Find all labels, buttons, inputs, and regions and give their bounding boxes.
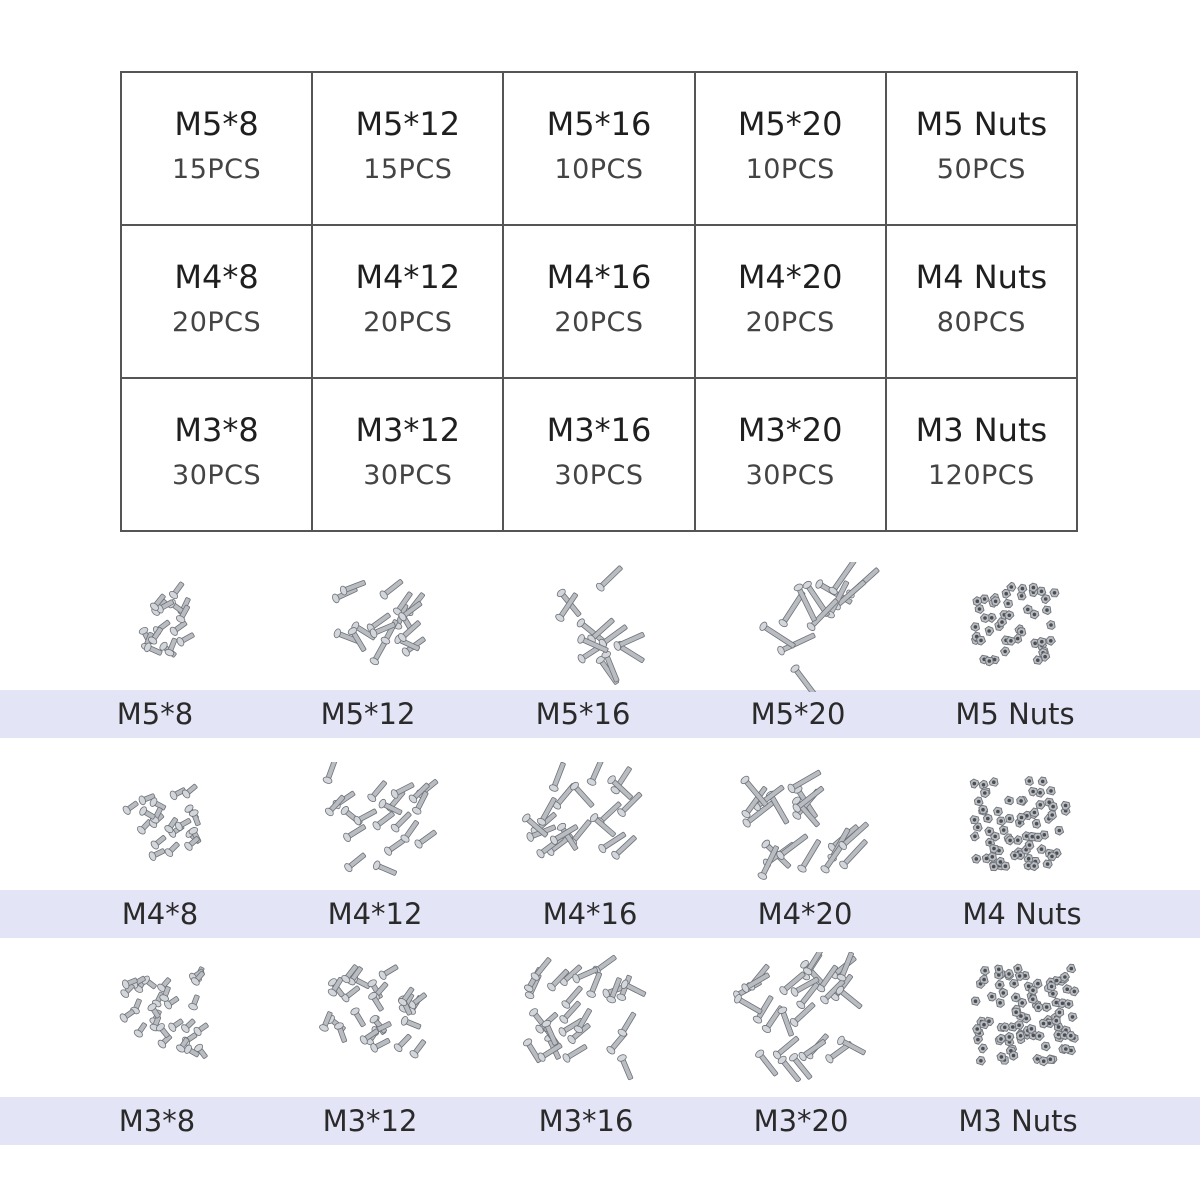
hex-nut-icon <box>987 992 996 1001</box>
hex-nut-icon <box>1037 845 1046 854</box>
hex-nut-icon <box>994 807 1003 816</box>
hex-nut-icon <box>979 805 988 814</box>
spec-size: M5*16 <box>546 104 652 143</box>
screw-icon <box>181 782 199 799</box>
spec-cell-m5x16 <box>503 72 694 225</box>
screw-pile-icon <box>270 952 470 1082</box>
nut-pile-graphic <box>920 762 1120 892</box>
hex-nut-icon <box>1017 813 1026 821</box>
hex-nut-icon <box>1055 827 1064 836</box>
spec-cell-m5x20 <box>695 72 886 225</box>
spec-quantity: 30PCS <box>363 459 453 491</box>
nut-pile-graphic <box>925 952 1125 1082</box>
spec-row-m4 <box>121 225 1077 378</box>
screw-icon <box>372 860 398 878</box>
screw-pile-icon <box>272 762 472 892</box>
caption-m5x8: M5*8 <box>116 697 194 731</box>
spec-quantity: 15PCS <box>172 153 262 185</box>
screw-icon <box>133 1021 149 1039</box>
spec-cell-m3x16 <box>503 378 694 531</box>
spec-size: M4*8 <box>174 257 259 296</box>
spec-quantity: 20PCS <box>554 306 644 338</box>
spec-quantity: 30PCS <box>745 459 835 491</box>
hex-nut-icon <box>985 626 994 635</box>
hex-nut-icon <box>997 1052 1006 1061</box>
hex-nut-icon <box>1033 656 1042 665</box>
hex-nut-icon <box>973 1025 982 1034</box>
spec-quantity: 30PCS <box>554 459 644 491</box>
screw-icon <box>342 822 367 843</box>
spec-cell-m3x20 <box>695 378 886 531</box>
spec-cell-m5x8 <box>121 72 312 225</box>
nut-pile-icon <box>925 952 1125 1082</box>
spec-size: M3 Nuts <box>915 410 1048 449</box>
hex-nut-icon <box>970 816 979 824</box>
spec-size: M4*20 <box>737 257 843 296</box>
spec-cell-m3-nuts <box>886 378 1077 531</box>
hex-nut-icon <box>1040 1057 1049 1066</box>
hex-nut-icon <box>1016 1031 1025 1040</box>
spec-size: M3*16 <box>546 410 652 449</box>
hex-nut-icon <box>1006 814 1015 822</box>
hex-nut-icon <box>1042 1042 1051 1051</box>
hex-nut-icon <box>988 853 997 862</box>
screw-pile-icon <box>55 562 255 692</box>
hex-nut-icon <box>1000 826 1009 835</box>
parts-row-m5 <box>0 562 1200 692</box>
hex-nut-icon <box>997 1034 1006 1043</box>
screw-icon <box>758 621 797 651</box>
screw-icon <box>776 631 816 656</box>
hex-nut-icon <box>972 854 981 863</box>
hex-nut-icon <box>1043 860 1052 868</box>
screw-pile-graphic <box>478 952 678 1082</box>
hex-nut-icon <box>1055 1008 1064 1017</box>
screw-icon <box>334 1022 349 1044</box>
caption-m5x16: M5*16 <box>535 697 631 731</box>
screw-pile-graphic <box>60 762 260 892</box>
screw-icon <box>188 809 202 827</box>
screw-icon <box>409 1038 428 1060</box>
screw-icon <box>366 779 388 803</box>
hex-nut-icon <box>1030 808 1039 817</box>
screw-icon <box>595 564 624 593</box>
hex-nut-icon <box>1025 777 1033 786</box>
screw-icon <box>150 833 168 850</box>
hex-nut-icon <box>1041 652 1050 661</box>
screw-pile-graphic <box>490 562 690 692</box>
screw-pile-graphic <box>272 762 472 892</box>
hex-nut-icon <box>1018 584 1027 593</box>
hex-nut-icon <box>974 797 983 806</box>
spec-row-m5 <box>121 72 1077 225</box>
hex-nut-icon <box>981 614 990 623</box>
hex-nut-icon <box>1062 1045 1070 1054</box>
hex-nut-icon <box>1015 1021 1024 1030</box>
screw-pile-graphic <box>475 762 675 892</box>
screw-icon <box>188 994 202 1011</box>
hex-nut-icon <box>1014 964 1023 973</box>
hex-nut-icon <box>1068 1013 1077 1022</box>
caption-m3x20: M3*20 <box>753 1104 849 1138</box>
spec-quantity: 20PCS <box>745 306 835 338</box>
hex-nut-icon <box>1040 1019 1048 1028</box>
screw-icon <box>617 1053 636 1081</box>
spec-table <box>120 71 1078 532</box>
screw-icon <box>400 1015 422 1031</box>
caption-m5-nuts: M5 Nuts <box>955 697 1075 731</box>
screw-icon <box>548 762 567 792</box>
hex-nut-icon <box>1001 647 1010 656</box>
spec-size: M4*12 <box>355 257 461 296</box>
nut-pile-icon <box>915 562 1115 692</box>
hex-nut-icon <box>980 1021 989 1029</box>
hex-nut-icon <box>1032 819 1040 828</box>
hex-nut-icon <box>997 817 1005 825</box>
spec-size: M3*20 <box>737 410 843 449</box>
hex-nut-icon <box>977 636 986 645</box>
spec-cell-m4x16 <box>503 225 694 378</box>
spec-size: M4 Nuts <box>915 257 1048 296</box>
screw-pile-icon <box>62 952 262 1082</box>
spec-size: M3*8 <box>174 410 259 449</box>
caption-m4x8: M4*8 <box>121 897 199 931</box>
spec-quantity: 20PCS <box>363 306 453 338</box>
hex-nut-icon <box>1048 811 1056 820</box>
screw-pile-icon <box>478 952 678 1082</box>
spec-quantity: 15PCS <box>363 153 453 185</box>
caption-m4x12: M4*12 <box>327 897 423 931</box>
hex-nut-icon <box>1042 606 1051 615</box>
spec-size: M4*16 <box>546 257 652 296</box>
screw-pile-icon <box>475 762 675 892</box>
screw-icon <box>379 577 405 600</box>
screw-pile-icon <box>700 762 900 892</box>
hex-nut-icon <box>978 1044 987 1053</box>
hex-nut-icon <box>1034 833 1043 841</box>
hex-nut-icon <box>1035 1032 1044 1041</box>
screw-icon <box>367 991 385 1013</box>
hex-nut-icon <box>1017 797 1026 806</box>
hex-nut-icon <box>1006 637 1015 646</box>
hex-nut-icon <box>971 623 980 632</box>
hex-nut-icon <box>1043 1003 1052 1012</box>
spec-quantity: 10PCS <box>745 153 835 185</box>
hex-nut-icon <box>1001 862 1010 871</box>
hex-nut-icon <box>1047 787 1056 795</box>
hex-nut-icon <box>1010 979 1019 988</box>
screw-icon <box>393 1032 414 1053</box>
hex-nut-icon <box>1067 964 1076 973</box>
screw-icon <box>164 840 182 858</box>
hex-nut-icon <box>1036 801 1045 810</box>
hex-nut-icon <box>976 1056 985 1065</box>
spec-cell-m4x8 <box>121 225 312 378</box>
hex-nut-icon <box>998 618 1007 627</box>
spec-size: M5*20 <box>737 104 843 143</box>
screw-pile-icon <box>705 562 905 692</box>
spec-cell-m4x12 <box>312 225 503 378</box>
caption-m3-nuts: M3 Nuts <box>958 1104 1078 1138</box>
screw-icon <box>343 851 367 873</box>
spec-quantity: 10PCS <box>554 153 644 185</box>
hex-nut-icon <box>995 965 1003 974</box>
hex-nut-icon <box>981 789 990 798</box>
hex-nut-icon <box>1004 599 1013 607</box>
hex-nut-icon <box>996 999 1004 1008</box>
hex-nut-icon <box>1050 589 1059 597</box>
caption-m4x20: M4*20 <box>757 897 853 931</box>
spec-quantity: 50PCS <box>936 153 1026 185</box>
caption-m3x8: M3*8 <box>118 1104 196 1138</box>
screw-icon <box>775 832 809 861</box>
screw-icon <box>562 1042 589 1063</box>
hex-nut-icon <box>989 778 998 787</box>
screw-icon <box>176 630 196 647</box>
spec-cell-m4x20 <box>695 225 886 378</box>
hex-nut-icon <box>1064 1000 1073 1009</box>
hex-nut-icon <box>1025 841 1034 850</box>
caption-m5x20: M5*20 <box>750 697 846 731</box>
hex-nut-icon <box>974 1036 983 1045</box>
caption-m3x12: M3*12 <box>322 1104 418 1138</box>
hex-nut-icon <box>981 967 990 976</box>
screw-pile-graphic <box>705 562 905 692</box>
spec-size: M5*12 <box>355 104 461 143</box>
hex-nut-icon <box>991 597 1000 606</box>
screw-icon <box>790 663 821 692</box>
parts-row-m4 <box>0 762 1200 892</box>
spec-quantity: 120PCS <box>927 459 1035 491</box>
parts-row-m3 <box>0 952 1200 1082</box>
hex-nut-icon <box>1047 982 1056 991</box>
screw-icon <box>733 993 764 1016</box>
spec-cell-m3x8 <box>121 378 312 531</box>
screw-icon <box>617 1011 638 1038</box>
screw-icon <box>530 956 554 982</box>
spec-cell-m5x12 <box>312 72 503 225</box>
hex-nut-icon <box>970 832 979 841</box>
screw-pile-icon <box>60 762 260 892</box>
hex-nut-icon <box>1047 621 1056 630</box>
spec-quantity: 30PCS <box>172 459 262 491</box>
spec-cell-m5-nuts <box>886 72 1077 225</box>
screw-pile-icon <box>690 952 890 1082</box>
screw-icon <box>322 762 339 785</box>
caption-m3x16: M3*16 <box>538 1104 634 1138</box>
hex-nut-icon <box>980 975 988 984</box>
screw-icon <box>349 1006 367 1028</box>
hex-nut-icon <box>1007 582 1016 591</box>
screw-pile-graphic <box>700 762 900 892</box>
screw-pile-graphic <box>270 952 470 1082</box>
screw-pile-graphic <box>62 952 262 1082</box>
screw-pile-graphic <box>55 562 255 692</box>
spec-size: M3*12 <box>355 410 461 449</box>
screw-pile-graphic <box>690 952 890 1082</box>
hex-nut-icon <box>985 657 993 666</box>
spec-size: M5*8 <box>174 104 259 143</box>
screw-pile-icon <box>270 562 470 692</box>
screw-icon <box>378 963 400 981</box>
screw-icon <box>122 799 140 816</box>
spec-quantity: 80PCS <box>936 306 1026 338</box>
hex-nut-icon <box>1012 1008 1020 1017</box>
spec-quantity: 20PCS <box>172 306 262 338</box>
screw-icon <box>168 580 186 600</box>
hex-nut-icon <box>971 997 980 1005</box>
hex-nut-icon <box>1038 777 1047 786</box>
caption-m5x12: M5*12 <box>320 697 416 731</box>
spec-size: M5 Nuts <box>915 104 1048 143</box>
spec-cell-m4-nuts <box>886 225 1077 378</box>
hex-nut-icon <box>1047 637 1056 646</box>
hex-nut-icon <box>1009 1051 1018 1060</box>
screw-pile-icon <box>490 562 690 692</box>
hex-nut-icon <box>970 779 979 788</box>
screw-icon <box>413 828 438 850</box>
screw-icon <box>586 762 607 787</box>
screw-pile-graphic <box>270 562 470 692</box>
screw-icon <box>836 952 856 982</box>
spec-cell-m3x12 <box>312 378 503 531</box>
caption-m4x16: M4*16 <box>542 897 638 931</box>
nut-pile-icon <box>920 762 1120 892</box>
hex-nut-icon <box>1005 796 1014 805</box>
nut-pile-graphic <box>915 562 1115 692</box>
caption-m4-nuts: M4 Nuts <box>962 897 1082 931</box>
screw-icon <box>740 971 771 994</box>
spec-row-m3 <box>121 378 1077 531</box>
